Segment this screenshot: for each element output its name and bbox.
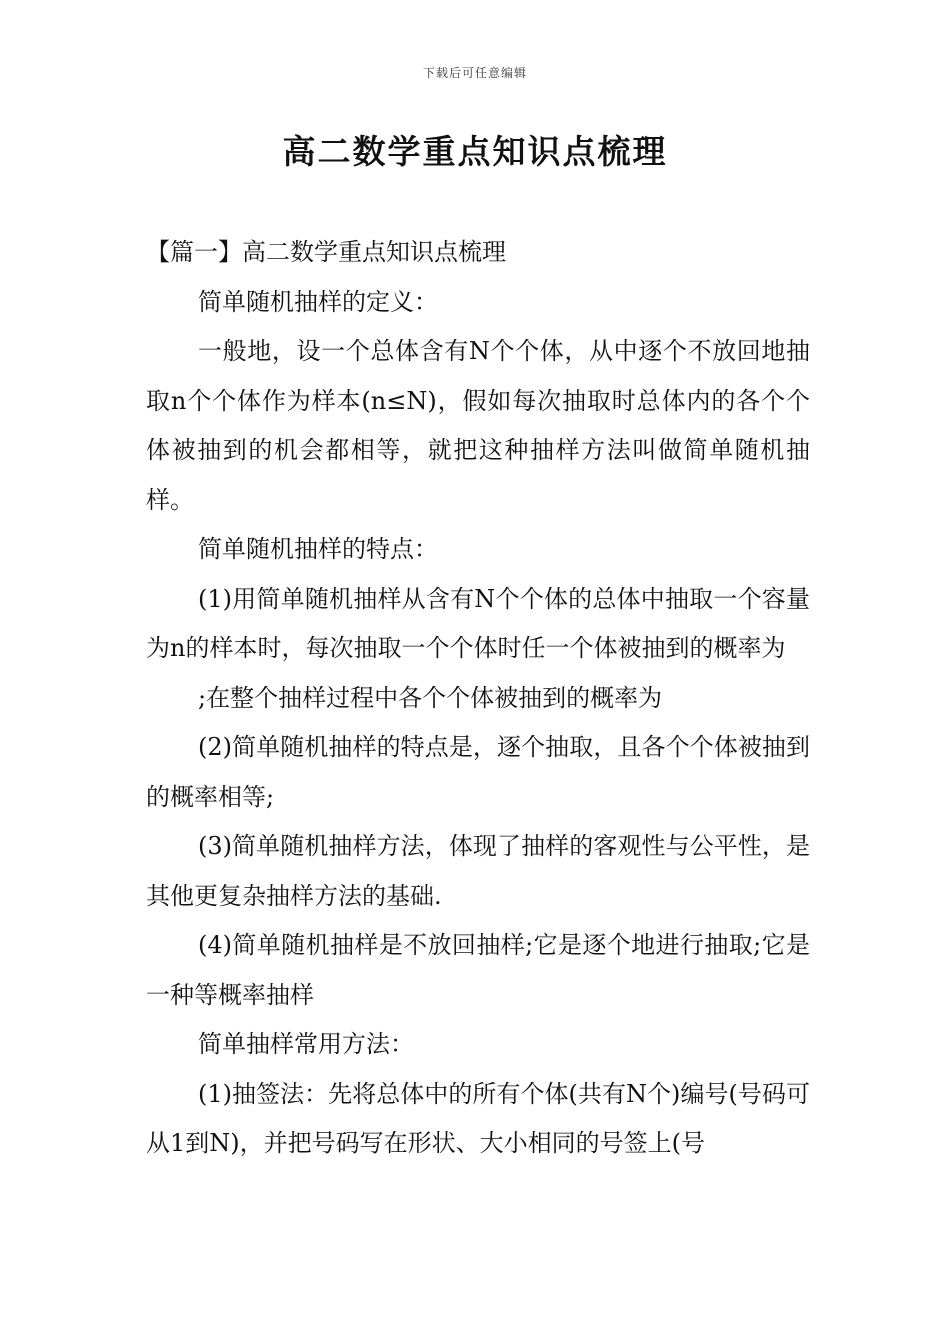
paragraph: (4)简单随机抽样是不放回抽样;它是逐个地进行抽取;它是一种等概率抽样 — [146, 931, 810, 1009]
section-heading: 【篇一】高二数学重点知识点梳理 — [146, 238, 506, 266]
paragraph: 简单随机抽样的特点： — [198, 535, 438, 563]
paragraph: (2)简单随机抽样的特点是，逐个抽取，且各个个体被抽到的概率相等; — [146, 733, 810, 811]
paragraph: 简单随机抽样的定义： — [198, 287, 438, 316]
paragraph: 一般地，设一个总体含有N个个体，从中逐个不放回地抽取n个个体作为样本(n≤N)，假如每次抽取时总体内的各个个体被抽到的机会都相等，就把这种抽样方法叫做简单随机抽样。 — [146, 337, 810, 514]
document-title: 高二数学重点知识点梳理 — [282, 132, 668, 171]
paragraph: ;在整个抽样过程中各个个体被抽到的概率为 — [198, 683, 663, 712]
header-note: 下载后可任意编辑 — [422, 66, 527, 80]
paragraph: (1)用简单随机抽样从含有N个个体的总体中抽取一个容量为n的样本时，每次抽取一个个体时任一个体被抽到的概率为 — [146, 584, 810, 662]
paragraph: (3)简单随机抽样方法，体现了抽样的客观性与公平性，是其他更复杂抽样方法的基础. — [146, 832, 810, 910]
paragraph: (1)抽签法：先将总体中的所有个体(共有N个)编号(号码可从1到N)，并把号码写在形状、大小相同的号签上(号 — [146, 1079, 810, 1157]
paragraph: 简单抽样常用方法： — [198, 1030, 414, 1058]
document-body — [146, 228, 810, 1169]
